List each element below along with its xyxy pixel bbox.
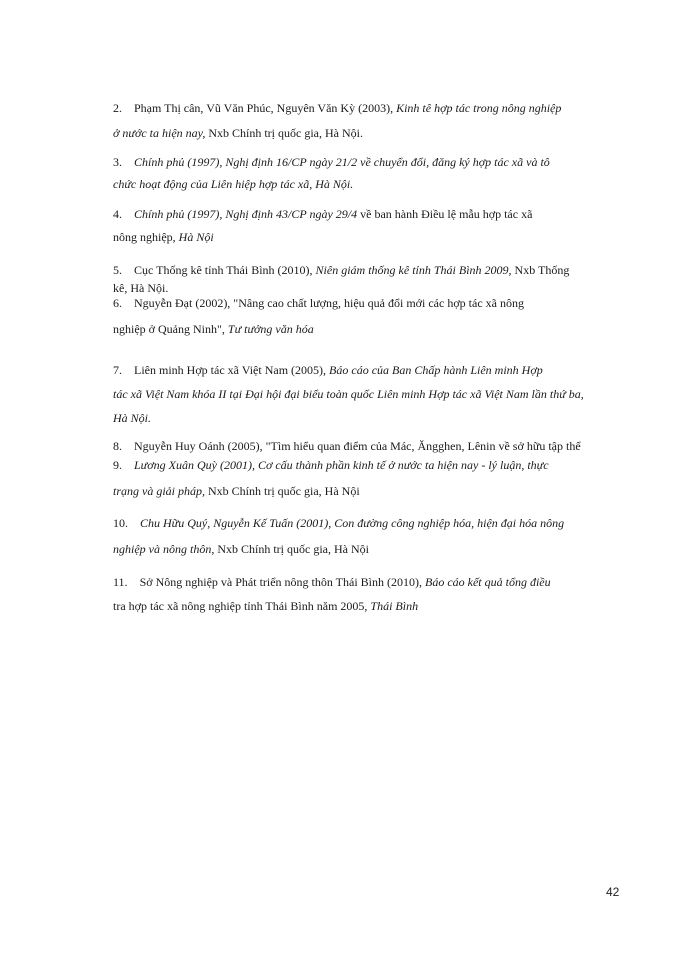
reference-number: 3. [113, 155, 122, 169]
reference-4-line-1 [113, 207, 532, 221]
reference-5-line-2 [113, 281, 168, 295]
reference-title: Hà Nội. [113, 411, 152, 425]
reference-text: Nxb Chính trị quốc gia, Hà Nội [214, 542, 369, 556]
reference-6-line-2 [113, 322, 314, 336]
reference-title: Báo cáo của Ban Chấp hành Liên minh Hợp [329, 363, 543, 377]
reference-3-line-1 [113, 155, 550, 169]
reference-number: 4. [113, 207, 122, 221]
reference-number: 7. [113, 363, 122, 377]
reference-title: tác xã Việt Nam khóa II tại Đại hội đại biểu toàn quốc Liên minh Hợp tác xã Việt Nam lần thứ ba, [113, 387, 584, 401]
reference-number: 6. [113, 296, 122, 310]
reference-title: Báo cáo kết quả tổng điều [425, 575, 551, 589]
reference-3-line-2 [113, 177, 353, 191]
reference-6-line-1 [113, 296, 524, 310]
reference-5-line-1 [113, 263, 569, 277]
reference-title: Tư tưởng văn hóa [227, 322, 314, 336]
reference-title: nghiệp và nông thôn, [113, 542, 215, 556]
reference-11-line-2 [113, 599, 418, 613]
reference-number: 2. [113, 101, 122, 115]
reference-number: 8. [113, 439, 122, 453]
reference-title: Lương Xuân Quỳ (2001), Cơ cấu thành phần kinh tế ở nước ta hiện nay - lý luận, thực [134, 458, 549, 472]
reference-title: Kinh tê hợp tác trong nông nghiệp [396, 101, 562, 115]
reference-text: Phạm Thị cân, Vũ Văn Phúc, Nguyên Văn Kỳ (2003), [134, 101, 397, 115]
reference-text: Nxb Chính trị quốc gia, Hà Nội [205, 484, 360, 498]
reference-7-line-3 [113, 411, 151, 425]
reference-text: Sở Nông nghiệp và Phát triển nông thôn Thái Bình (2010), [139, 575, 425, 589]
reference-title: Chính phủ (1997), Nghị định 43/CP ngày 29/4 [134, 207, 358, 221]
reference-title: Thái Bình [370, 599, 419, 613]
reference-10-line-1 [113, 516, 564, 530]
reference-title: Niên giám thống kê tỉnh Thái Bình 2009, [315, 263, 512, 277]
reference-number: 11. [113, 575, 128, 589]
reference-4-line-2 [113, 230, 214, 244]
reference-number: 9. [113, 458, 122, 472]
reference-text: Liên minh Hợp tác xã Việt Nam (2005), [134, 363, 330, 377]
reference-2-line-1 [113, 101, 561, 115]
reference-text: nông nghiệp, [113, 230, 179, 244]
reference-text: kê, Hà Nội. [113, 281, 169, 295]
reference-7-line-1 [113, 363, 543, 377]
reference-text: Nxb Thống [511, 263, 570, 277]
reference-9-line-1 [113, 458, 549, 472]
reference-title: Chu Hữu Quý, Nguyễn Kế Tuấn (2001), Con đường công nghiệp hóa, hiện đại hóa nông [140, 516, 565, 530]
reference-2-line-2 [113, 126, 363, 140]
reference-text: Nxb Chính trị quốc gia, Hà Nội. [205, 126, 363, 140]
reference-title: Hà Nội [178, 230, 214, 244]
reference-title: Chính phủ (1997), Nghị định 16/CP ngày 21/2 về chuyển đổi, đăng ký hợp tác xã và tô [134, 155, 550, 169]
reference-text: Nguyễn Đạt (2002), "Nâng cao chất lượng, hiệu quả đổi mới các hợp tác xã nông [134, 296, 524, 310]
reference-text: tra hợp tác xã nông nghiệp tỉnh Thái Bình năm 2005, [113, 599, 371, 613]
reference-7-line-2 [113, 387, 584, 401]
page-number: 42 [606, 885, 620, 899]
reference-11-line-1 [113, 575, 551, 589]
reference-text: Nguyễn Huy Oánh (2005), "Tìm hiểu quan điểm của Mác, Ăngghen, Lênin về sở hữu tập thể [134, 439, 581, 453]
reference-text: Cục Thống kê tỉnh Thái Bình (2010), [134, 263, 316, 277]
reference-8-line-1 [113, 439, 581, 453]
reference-number: 5. [113, 263, 122, 277]
reference-text: nghiệp ở Quảng Ninh", [113, 322, 228, 336]
reference-number: 10. [113, 516, 128, 530]
reference-title: chức hoạt động của Liên hiệp hợp tác xã, Hà Nội. [113, 177, 354, 191]
reference-10-line-2 [113, 542, 369, 556]
reference-title: trạng và giải pháp, [113, 484, 205, 498]
reference-text: về ban hành Điều lệ mẫu hợp tác xã [357, 207, 533, 221]
reference-9-line-2 [113, 484, 360, 498]
reference-title: ở nước ta hiện nay, [113, 126, 206, 140]
